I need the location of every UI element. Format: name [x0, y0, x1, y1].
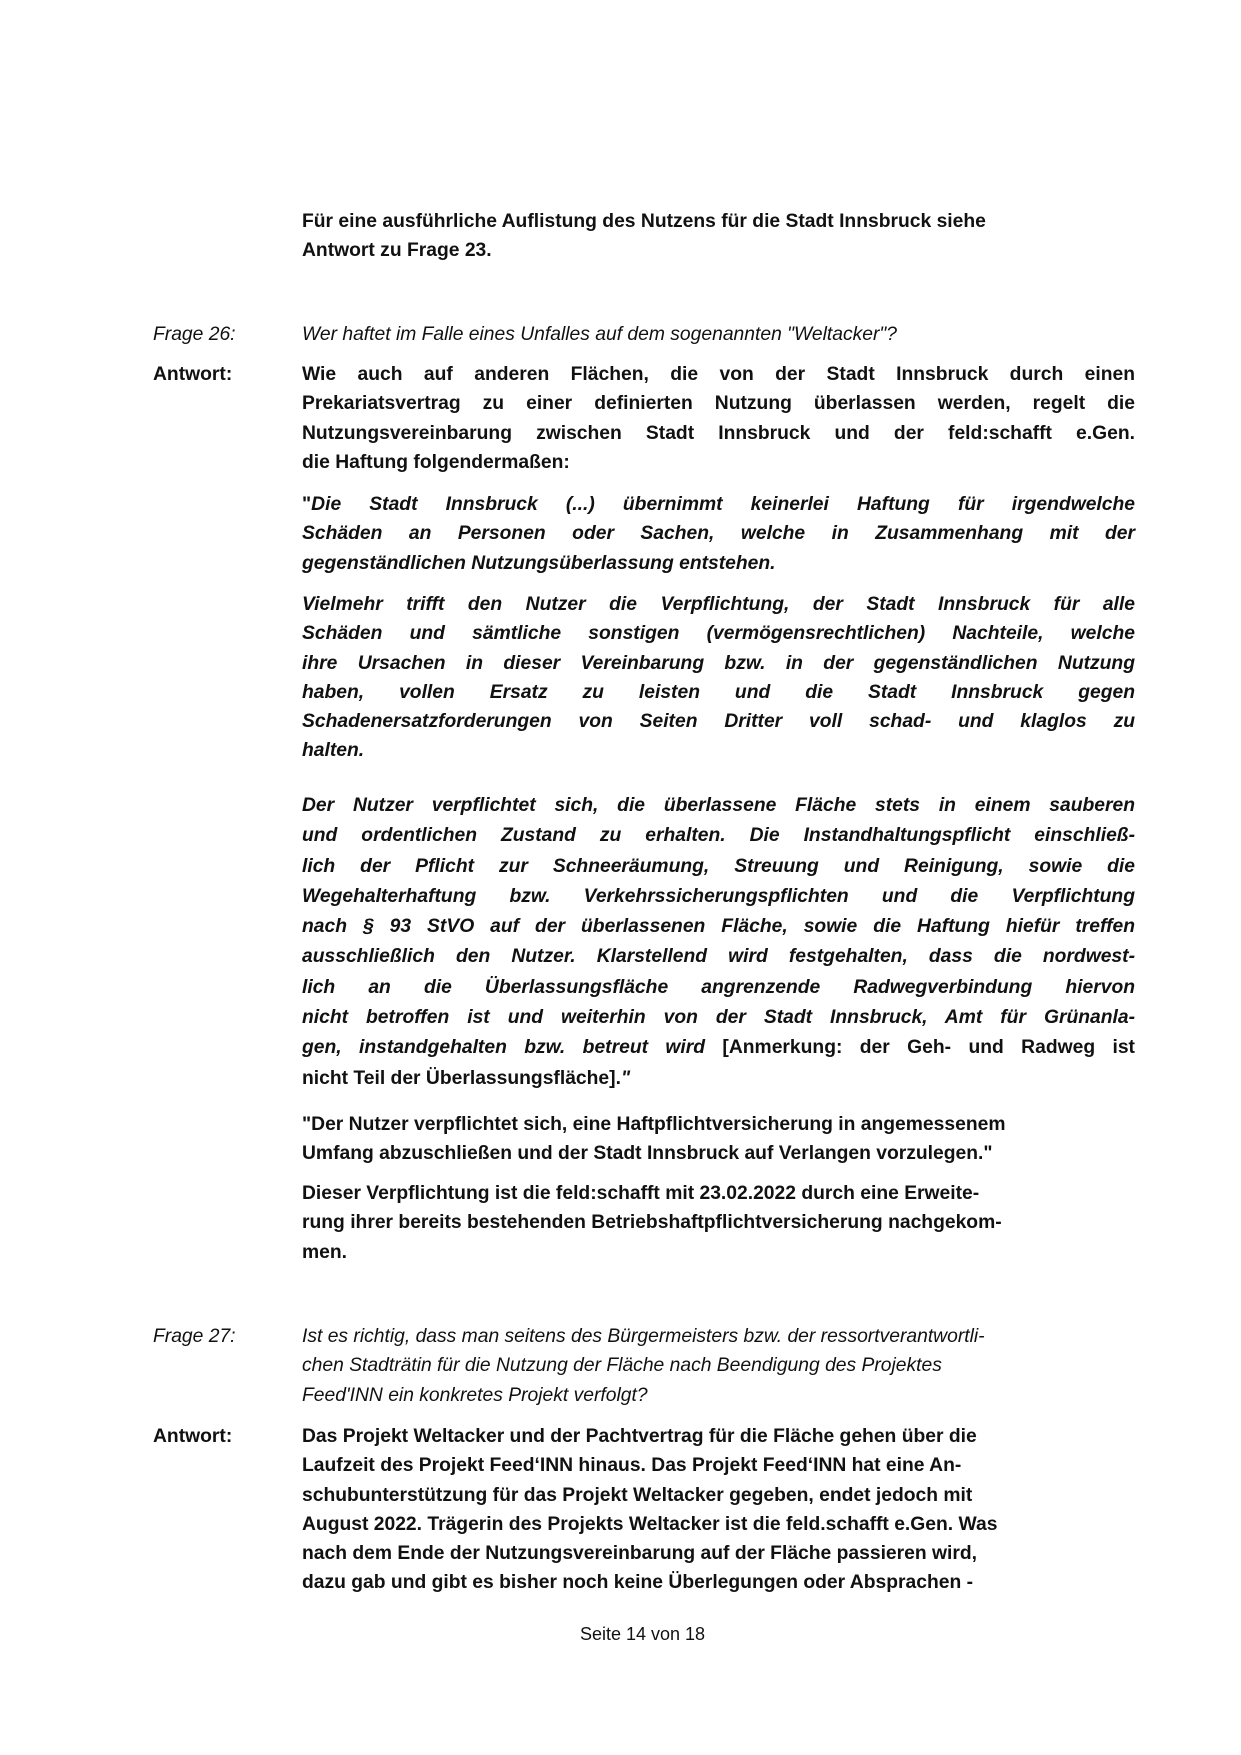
quote-paragraph-4 — [302, 1110, 1135, 1169]
text-line: chen Stadträtin für die Nutzung der Fläche nach Beendigung des Projektes — [302, 1355, 942, 1377]
text-line: Dieser Verpflichtung ist die feld:schafft mit 23.02.2022 durch eine Erweite- — [302, 1183, 980, 1204]
text-line: nach dem Ende der Nutzungsvereinbarung auf der Fläche passieren wird, — [302, 1543, 978, 1565]
text-line: Schäden und sämtliche sonstigen (vermögensrechtlichen) Nachteile, welche — [302, 623, 1135, 645]
text-line: Umfang abzuschließen und der Stadt Innsbruck auf Verlangen vorzulegen." — [302, 1143, 993, 1165]
text-segment: nicht Teil der Überlassungsfläche]. — [302, 1067, 621, 1089]
answer-27-text — [302, 1422, 1135, 1598]
text-line: Wegehalterhaftung bzw. Verkehrssicherungspflichten und die Verpflichtung — [302, 885, 1135, 907]
intro-paragraph — [302, 207, 1135, 266]
question-26-text — [302, 320, 1135, 349]
text-line: lich an die Überlassungsfläche angrenzende Radwegverbindung hiervon — [302, 976, 1135, 998]
quote-paragraph-1 — [302, 490, 1135, 578]
text-line: Prekariatsvertrag zu einer definierten Nutzung überlassen werden, regelt die — [302, 393, 1135, 415]
quote-paragraph-2 — [302, 590, 1135, 766]
text-line: rung ihrer bereits bestehenden Betriebshaftpflichtversicherung nachgekom- — [302, 1212, 1002, 1234]
text-line: nicht betroffen ist und weiterhin von der Stadt Innsbruck, Amt für Grünanla- — [302, 1007, 1135, 1029]
text-line: lich der Pflicht zur Schneeräumung, Streuung und Reinigung, sowie die — [302, 855, 1135, 877]
text-line: ausschließlich den Nutzer. Klarstellend wird festgehalten, dass die nordwest- — [302, 946, 1135, 968]
text-line: schubunterstützung für das Projekt Weltacker gegeben, endet jedoch mit — [302, 1484, 973, 1506]
question-26-label: Frage 26: — [153, 324, 236, 345]
text-line: Für eine ausführliche Auflistung des Nutzens für die Stadt Innsbruck siehe — [302, 211, 986, 232]
text-line: Schadenersatzforderungen von Seiten Dritter voll schad- und klaglos zu — [302, 711, 1135, 733]
text-line: Vielmehr trifft den Nutzer die Verpflichtung, der Stadt Innsbruck für alle — [302, 594, 1135, 615]
text-segment: Die Stadt Innsbruck (...) übernimmt keinerlei Haftung für irgendwelche — [311, 494, 1135, 515]
text-line: Wer haftet im Falle eines Unfalles auf dem sogenannten "Weltacker"? — [302, 324, 897, 345]
text-line: nach § 93 StVO auf der überlassenen Fläche, sowie die Haftung hiefür treffen — [302, 916, 1135, 938]
text-line: Ist es richtig, dass man seitens des Bürgermeisters bzw. der ressortverantwortli- — [302, 1326, 985, 1347]
text-segment: " — [620, 1067, 631, 1089]
text-line: Wie auch auf anderen Flächen, die von der Stadt Innsbruck durch einen — [302, 364, 1135, 385]
text-line: haben, vollen Ersatz zu leisten und die Stadt Innsbruck gegen — [302, 681, 1135, 703]
text-line: men. — [302, 1241, 348, 1263]
text-line: und ordentlichen Zustand zu erhalten. Die Instandhaltungspflicht einschließ- — [302, 825, 1135, 847]
text-line: dazu gab und gibt es bisher noch keine Überlegungen oder Absprachen - — [302, 1572, 974, 1594]
text-segment: " — [302, 494, 312, 515]
insurance-note — [302, 1179, 1135, 1267]
question-27-label: Frage 27: — [153, 1326, 236, 1347]
text-line — [302, 1033, 1135, 1063]
text-line — [302, 1064, 1135, 1094]
text-line: gegenständlichen Nutzungsüberlassung entstehen. — [302, 552, 776, 574]
page-number: Seite 14 von 18 — [579, 1624, 706, 1644]
text-line: Feed'INN ein konkretes Projekt verfolgt? — [302, 1384, 648, 1406]
text-line: Nutzungsvereinbarung zwischen Stadt Innsbruck und der feld:schafft e.Gen. — [302, 422, 1135, 444]
text-line: die Haftung folgendermaßen: — [302, 451, 570, 473]
text-line: Laufzeit des Projekt Feed‘INN hinaus. Das Projekt Feed‘INN hat eine An- — [302, 1455, 962, 1477]
text-line: Schäden an Personen oder Sachen, welche in Zusammenhang mit der — [302, 523, 1135, 545]
text-line: "Der Nutzer verpflichtet sich, eine Haftpflichtversicherung in angemessenem — [302, 1114, 1006, 1135]
text-segment: gen, instandgehalten bzw. betreut wird — [302, 1037, 723, 1059]
text-segment: [Anmerkung: der Geh- und Radweg ist — [722, 1037, 1135, 1059]
text-line — [302, 490, 1135, 519]
answer-26-label: Antwort: — [153, 364, 233, 385]
text-line: halten. — [302, 740, 365, 762]
text-line: Antwort zu Frage 23. — [302, 240, 492, 262]
answer-27-label: Antwort: — [153, 1426, 233, 1447]
answer-26-text — [302, 360, 1135, 477]
text-line: Das Projekt Weltacker und der Pachtvertrag für die Fläche gehen über die — [302, 1426, 977, 1447]
text-line: Der Nutzer verpflichtet sich, die überlassene Fläche stets in einem sauberen — [302, 795, 1135, 816]
quote-paragraph-3 — [302, 791, 1135, 1094]
question-27-text — [302, 1322, 1135, 1410]
text-line: ihre Ursachen in dieser Vereinbarung bzw. in der gegenständlichen Nutzung — [302, 652, 1135, 674]
text-line: August 2022. Trägerin des Projekts Weltacker ist die feld.schafft e.Gen. Was — [302, 1513, 998, 1535]
